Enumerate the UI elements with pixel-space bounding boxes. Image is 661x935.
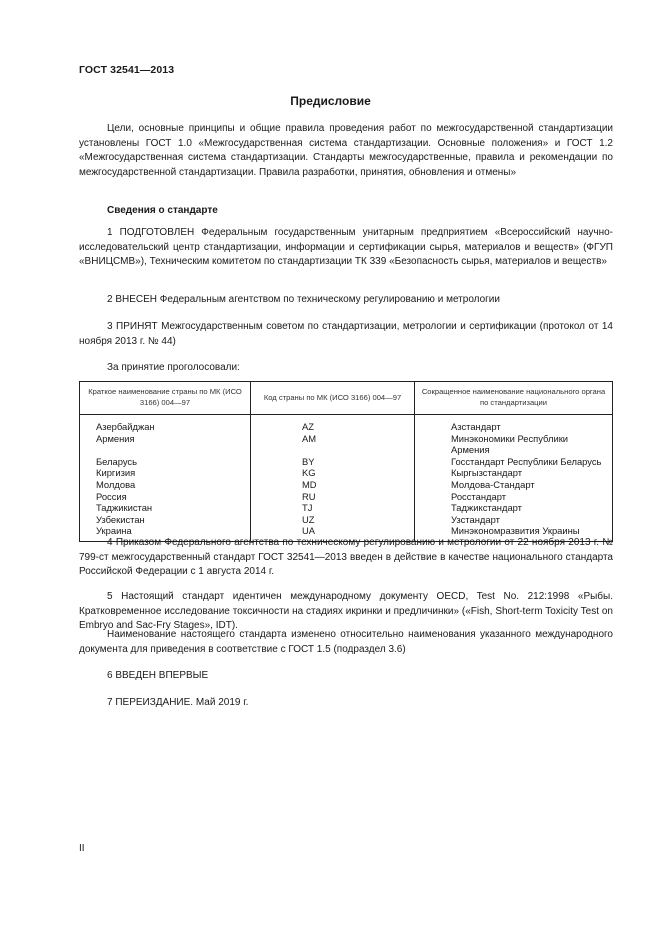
organization-cell: Росстандарт xyxy=(415,491,613,503)
country-cell: Россия xyxy=(80,491,251,503)
page-number: II xyxy=(79,843,85,854)
code-cell: AZ xyxy=(251,415,415,433)
item-6-paragraph: 6 ВВЕДЕН ВПЕРВЫЕ xyxy=(107,670,209,681)
code-cell: UZ xyxy=(251,514,415,526)
table-row xyxy=(80,433,613,456)
item-7-paragraph: 7 ПЕРЕИЗДАНИЕ. Май 2019 г. xyxy=(107,697,249,708)
code-cell: BY xyxy=(251,456,415,468)
page-title: Предисловие xyxy=(290,94,371,108)
country-cell: Молдова xyxy=(80,479,251,491)
table-row xyxy=(80,479,613,491)
item-2-paragraph: 2 ВНЕСЕН Федеральным агентством по техническому регулированию и метрологии xyxy=(107,294,500,305)
country-cell: Таджикистан xyxy=(80,502,251,514)
item-1-paragraph: 1 ПОДГОТОВЛЕН Федеральным государственным унитарным предприятием «Всероссийский научно-исследовательский центр стандартизации, информации и сертификации сырья, материалов и веществ» (ФГУП «ВНИЦСМВ»), Техническим комитетом по стандартизации ТК 339 «Безопасность сырья, материалов и веществ» xyxy=(79,227,613,268)
country-cell: Беларусь xyxy=(80,456,251,468)
item-4-paragraph: 4 Приказом Федерального агентства по техническому регулированию и метрологии от 22 ноября 2013 г. № 799-ст межгосударственный стандарт ГОСТ 32541—2013 введен в действие в качестве национального стандарта Российской Федерации с 1 августа 2014 г. xyxy=(79,537,613,578)
table-row xyxy=(80,467,613,479)
code-cell: AM xyxy=(251,433,415,456)
intro-paragraph: Цели, основные принципы и общие правила проведения работ по межгосударственной стандартизации установлены ГОСТ 1.0 «Межгосударственная система стандартизации. Основные положения» и ГОСТ 1.2 «Межгосударственная система стандартизации. Стандарты межгосударственные, правила и рекомендации по межгосударственной стандартизации. Правила разработки, принятия, обновления и отмены» xyxy=(79,123,613,178)
section-subheading: Сведения о стандарте xyxy=(107,205,218,216)
voting-countries-table xyxy=(79,381,613,542)
code-cell: RU xyxy=(251,491,415,503)
organization-cell: Минэкономики Республики Армения xyxy=(415,433,613,456)
standard-code-header: ГОСТ 32541—2013 xyxy=(79,64,175,76)
code-cell: TJ xyxy=(251,502,415,514)
column-header-organization: Сокращенное наименование национального органа по стандартизации xyxy=(415,382,613,415)
column-header-code: Код страны по МК (ИСО 3166) 004—97 xyxy=(251,382,415,415)
organization-cell: Молдова-Стандарт xyxy=(415,479,613,491)
organization-cell: Узстандарт xyxy=(415,514,613,526)
country-cell: Украина xyxy=(80,525,251,541)
country-cell: Киргизия xyxy=(80,467,251,479)
country-cell: Азербайджан xyxy=(80,415,251,433)
item-3-paragraph: 3 ПРИНЯТ Межгосударственным советом по стандартизации, метрологии и сертификации (протокол от 14 ноября 2013 г. № 44) xyxy=(79,321,613,347)
country-cell: Армения xyxy=(80,433,251,456)
item-5-note-paragraph: Наименование настоящего стандарта изменено относительно наименования указанного международного документа для приведения в соответствие с ГОСТ 1.5 (подраздел 3.6) xyxy=(79,629,613,655)
vote-label: За принятие проголосовали: xyxy=(107,362,240,373)
table-row xyxy=(80,514,613,526)
column-header-country: Краткое наименование страны по МК (ИСО 3166) 004—97 xyxy=(80,382,251,415)
code-cell: KG xyxy=(251,467,415,479)
item-5-paragraph: 5 Настоящий стандарт идентичен международному документу OECD, Test No. 212:1998 «Рыбы. Кратковременное исследование токсичности на стадиях икринки и предличинки» («Fish, Short-term Toxicity Test on Embryo and Sac-Fry Stages», IDT). xyxy=(79,591,613,632)
table-row xyxy=(80,491,613,503)
table-row xyxy=(80,415,613,433)
table-header-row xyxy=(80,382,613,415)
organization-cell: Госстандарт Республики Беларусь xyxy=(415,456,613,468)
code-cell: UA xyxy=(251,525,415,541)
organization-cell: Азстандарт xyxy=(415,415,613,433)
code-cell: MD xyxy=(251,479,415,491)
organization-cell: Кыргызстандарт xyxy=(415,467,613,479)
organization-cell: Таджикстандарт xyxy=(415,502,613,514)
table-row xyxy=(80,502,613,514)
table-row xyxy=(80,456,613,468)
organization-cell: Минэкономразвития Украины xyxy=(415,525,613,541)
country-cell: Узбекистан xyxy=(80,514,251,526)
